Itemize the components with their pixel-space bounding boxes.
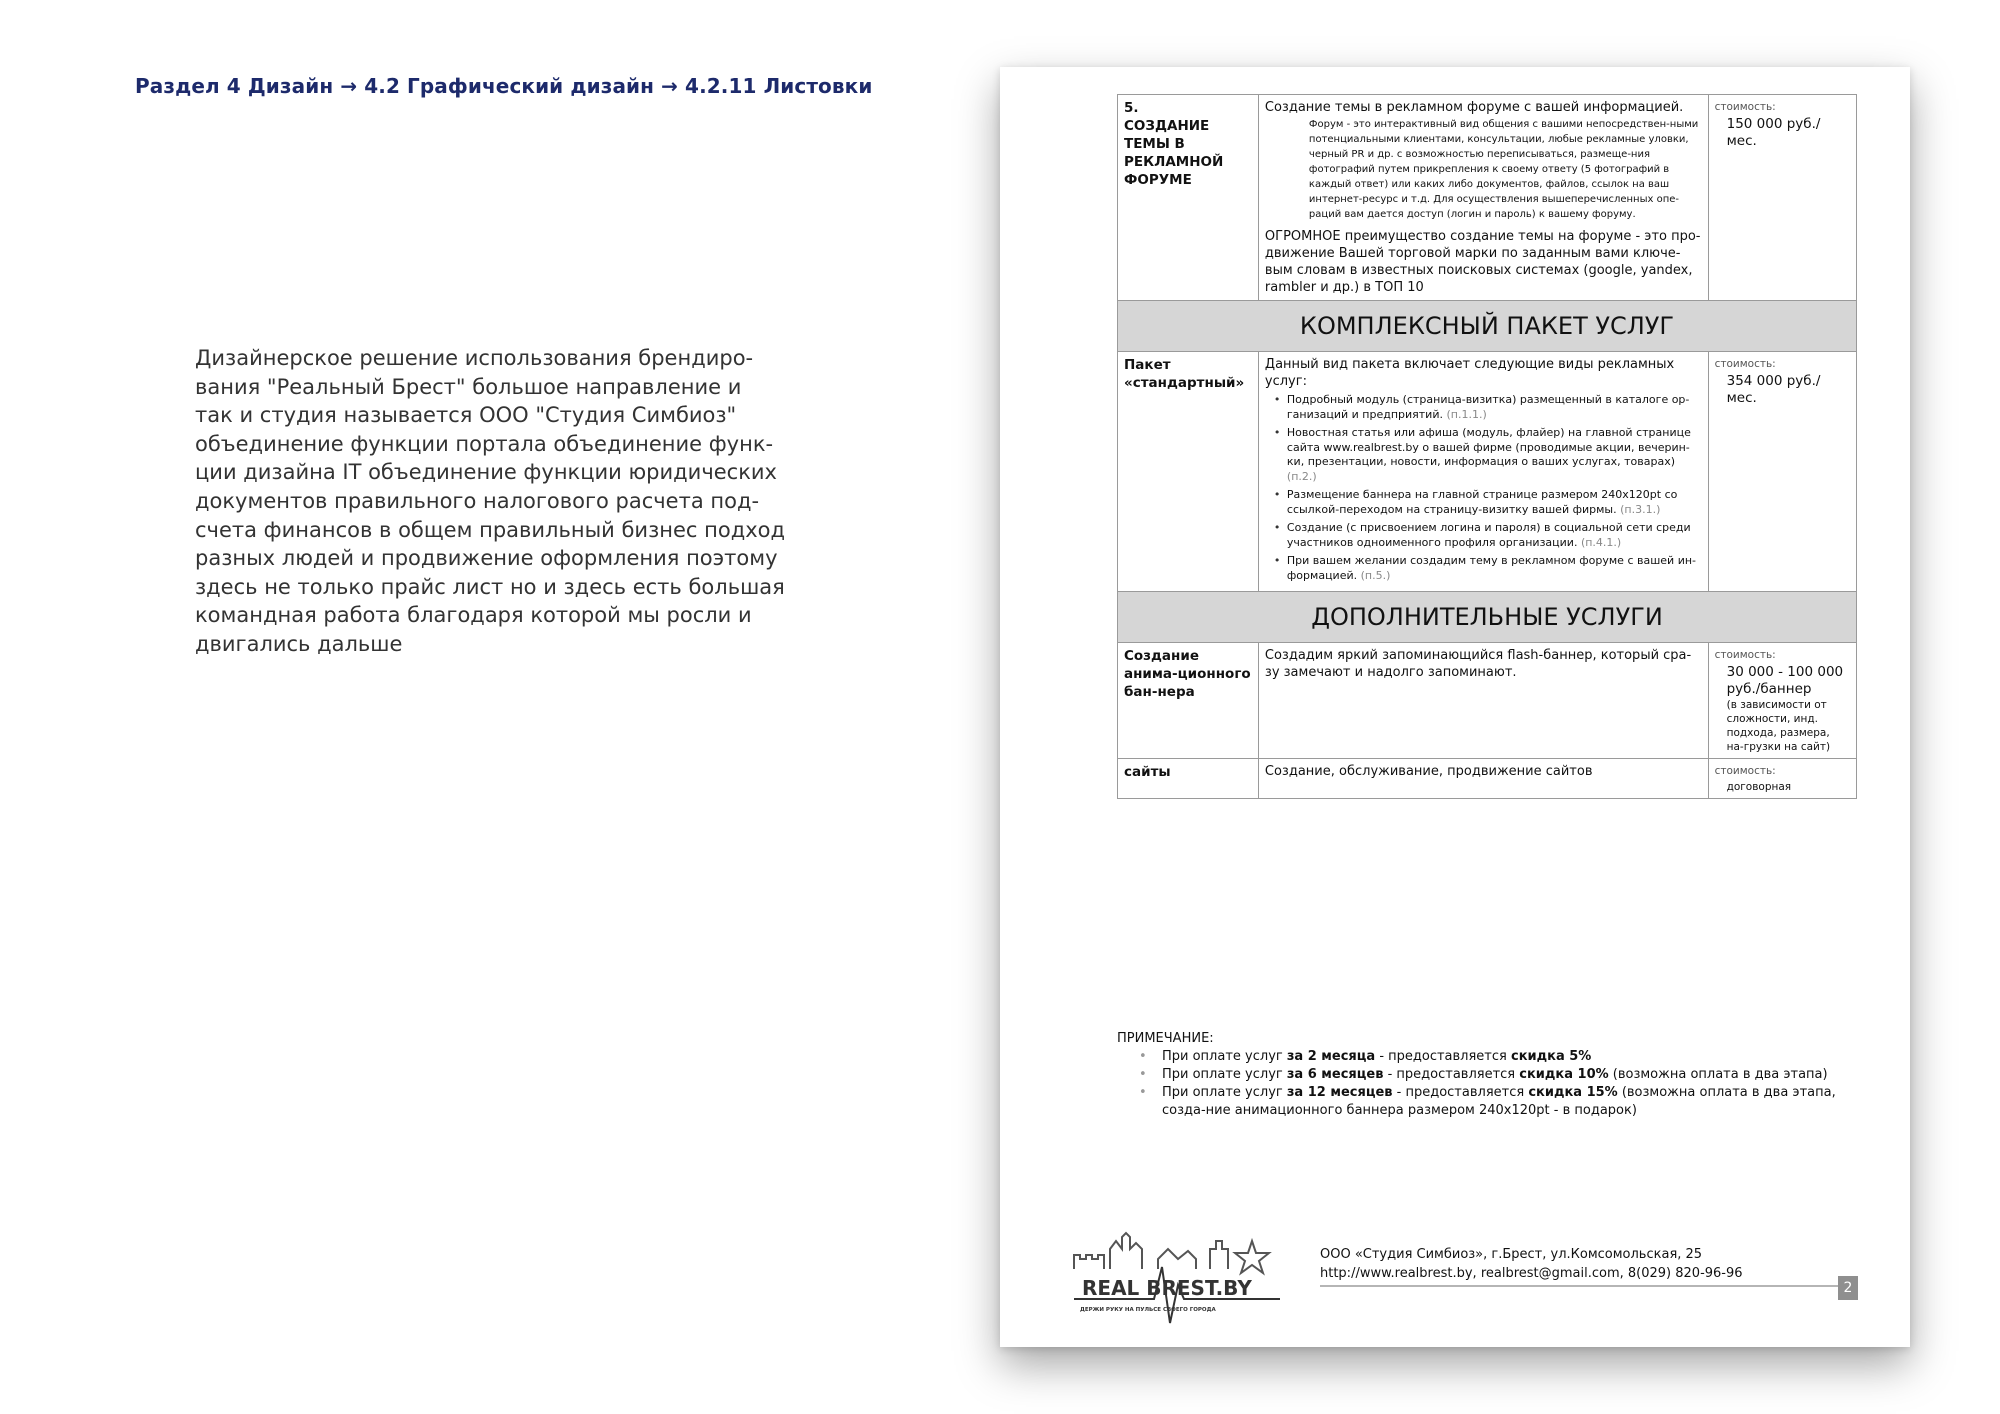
list-item: • Размещение баннера на главной странице размером 240х120pt со ссылкой-переходом на страницу-визитку вашей фирмы. (п.3.1.) — [1265, 488, 1702, 517]
service-description-cell — [1258, 759, 1708, 799]
intro-line: двигались дальше — [195, 631, 403, 656]
intro-line: Дизайнерское решение использования брендиро- — [195, 346, 754, 370]
intro-text — [195, 344, 795, 659]
cost-label: стоимость: — [1714, 765, 1776, 777]
list-item: • При оплате услуг за 2 месяца - предоставляется скидка 5% — [1117, 1048, 1877, 1066]
list-item: • Создание (с присвоением логина и пароля) в социальной сети среди участников одноименного профиля организации. (п.4.1.) — [1265, 521, 1702, 550]
service-title: Пакет «стандартный» — [1124, 357, 1245, 391]
service-name-cell — [1118, 759, 1259, 799]
breadcrumb: Раздел 4 Дизайн → 4.2 Графический дизайн → 4.2.11 Листовки — [135, 74, 873, 98]
list-item: • Новостная статья или афиша (модуль, флайер) на главной странице сайта www.realbrest.by о вашей фирме (проводимые акции, вечерин-ки, презентации, новости, информация о ваших услугах, товарах) (п.2.) — [1265, 426, 1702, 484]
cost-label: стоимость: — [1714, 358, 1776, 370]
section-header-row — [1118, 592, 1857, 643]
service-name-cell — [1118, 95, 1259, 301]
list-item: • При оплате услуг за 6 месяцев - предоставляется скидка 10% (возможна оплата в два этапа) — [1117, 1066, 1877, 1084]
package-items-list — [1265, 393, 1702, 583]
service-title: сайты — [1124, 764, 1171, 780]
intro-line: счета финансов в общем правильный бизнес подход — [195, 517, 786, 542]
note-block — [1117, 1030, 1877, 1120]
service-cost-cell — [1708, 352, 1856, 592]
intro-line: объединение функции портала объединение функ- — [195, 431, 774, 456]
company-contacts: http://www.realbrest.by, realbrest@gmail.com, 8(029) 820-96-96 — [1320, 1266, 1743, 1281]
page-number: 2 — [1838, 1276, 1858, 1300]
note-title: ПРИМЕЧАНИЕ: — [1117, 1031, 1214, 1046]
cost-note: (в зависимости от сложности, инд. подхода, размера, на-грузки на сайт) — [1726, 699, 1831, 753]
price-table — [1117, 94, 1857, 799]
realbrest-logo — [1070, 1227, 1290, 1327]
service-description: Создание, обслуживание, продвижение сайтов — [1264, 764, 1593, 779]
table-row — [1118, 352, 1857, 592]
cost-value: 354 000 руб./мес. — [1726, 373, 1821, 406]
table-row — [1118, 95, 1857, 301]
service-description-cell — [1258, 643, 1708, 759]
service-advantage: ОГРОМНОЕ преимущество создание темы на форуме - это про-движение Вашей торговой марки по заданным вами ключе-вым словам в известных поисковых системах (google, yandex, rambler и др.) в ТОП 10 — [1264, 229, 1701, 295]
price-list-page — [1000, 67, 1910, 1347]
service-details: Форум - это интерактивный вид общения с вашими непосредствен-ными потенциальными клиентами, консультации, любые рекламные уловки, черный PR и др. с возможностью переписываться, размеще-ния фотографий путем прикрепления к своему ответу (5 фотографий в каждый ответ) или каких либо документов, файлов, ссылок на ваш интернет-ресурс и т.д. Для осуществления вышеперечисленных опе-раций вам дается доступ (логин и пароль) к вашему форуму. — [1308, 119, 1699, 220]
item-reference: (п.5.) — [1360, 568, 1391, 582]
service-title: СОЗДАНИЕ ТЕМЫ В РЕКЛАМНОЙ ФОРУМЕ — [1124, 118, 1224, 188]
table-row — [1118, 759, 1857, 799]
service-title: Создание анима-ционного бан-нера — [1124, 648, 1251, 700]
service-description-cell — [1258, 95, 1708, 301]
section-title: ДОПОЛНИТЕЛЬНЫЕ УСЛУГИ — [1118, 592, 1857, 643]
intro-line: здесь не только прайс лист но и здесь есть большая — [195, 574, 785, 599]
company-address: ООО «Студия Симбиоз», г.Брест, ул.Комсомольская, 25 — [1320, 1247, 1703, 1262]
section-header-row — [1118, 301, 1857, 352]
item-reference: (п.2.) — [1286, 469, 1317, 483]
cost-label: стоимость: — [1714, 649, 1776, 661]
intro-line: так и студия называется ООО "Студия Симбиоз" — [195, 403, 737, 428]
cost-value: 30 000 - 100 000 руб./баннер — [1726, 664, 1844, 697]
item-reference: (п.3.1.) — [1620, 502, 1661, 516]
item-reference: (п.1.1.) — [1446, 407, 1487, 421]
service-number: 5. — [1124, 100, 1139, 116]
list-item: • При вашем желании создадим тему в рекламном форуме с вашей ин-формацией. (п.5.) — [1265, 554, 1702, 583]
section-title: КОМПЛЕКСНЫЙ ПАКЕТ УСЛУГ — [1118, 301, 1857, 352]
service-description-cell — [1258, 352, 1708, 592]
service-description: Создадим яркий запоминающийся flash-баннер, который сра-зу замечают и надолго запоминают. — [1264, 648, 1692, 680]
cost-value: 150 000 руб./мес. — [1726, 116, 1821, 149]
service-name-cell — [1118, 352, 1259, 592]
intro-line: документов правильного налогового расчета под- — [195, 488, 760, 513]
table-row — [1118, 643, 1857, 759]
intro-line: командная работа благодаря которой мы росли и — [195, 603, 752, 628]
service-description: Данный вид пакета включает следующие виды рекламных услуг: — [1264, 357, 1675, 389]
footer-divider — [1320, 1285, 1838, 1287]
service-cost-cell — [1708, 643, 1856, 759]
item-reference: (п.4.1.) — [1580, 535, 1622, 549]
svg-text:REAL BREST.BY: REAL BREST.BY — [1082, 1276, 1252, 1300]
list-item: • При оплате услуг за 12 месяцев - предоставляется скидка 15% (возможна оплата в два этапа, созда-ние анимационного баннера размером 240х120pt - в подарок) — [1117, 1084, 1877, 1120]
cost-value: договорная — [1726, 781, 1792, 793]
footer-contacts — [1320, 1245, 1743, 1283]
intro-line: вания "Реальный Брест" большое направление и — [195, 374, 742, 399]
service-cost-cell — [1708, 759, 1856, 799]
svg-text:ДЕРЖИ РУКУ НА ПУЛЬСЕ СВОЕГО ГО: ДЕРЖИ РУКУ НА ПУЛЬСЕ СВОЕГО ГОРОДА — [1080, 1307, 1216, 1313]
intro-line: разных людей и продвижение оформления поэтому — [195, 546, 778, 571]
service-cost-cell — [1708, 95, 1856, 301]
service-name-cell — [1118, 643, 1259, 759]
discount-list — [1117, 1048, 1877, 1120]
service-description: Создание темы в рекламном форуме с вашей информацией. — [1264, 100, 1684, 115]
intro-line: ции дизайна IT объединение функции юридических — [195, 460, 777, 485]
list-item: • Подробный модуль (страница-визитка) размещенный в каталоге ор-ганизаций и предприятий. (п.1.1.) — [1265, 393, 1702, 422]
cost-label: стоимость: — [1714, 101, 1776, 113]
